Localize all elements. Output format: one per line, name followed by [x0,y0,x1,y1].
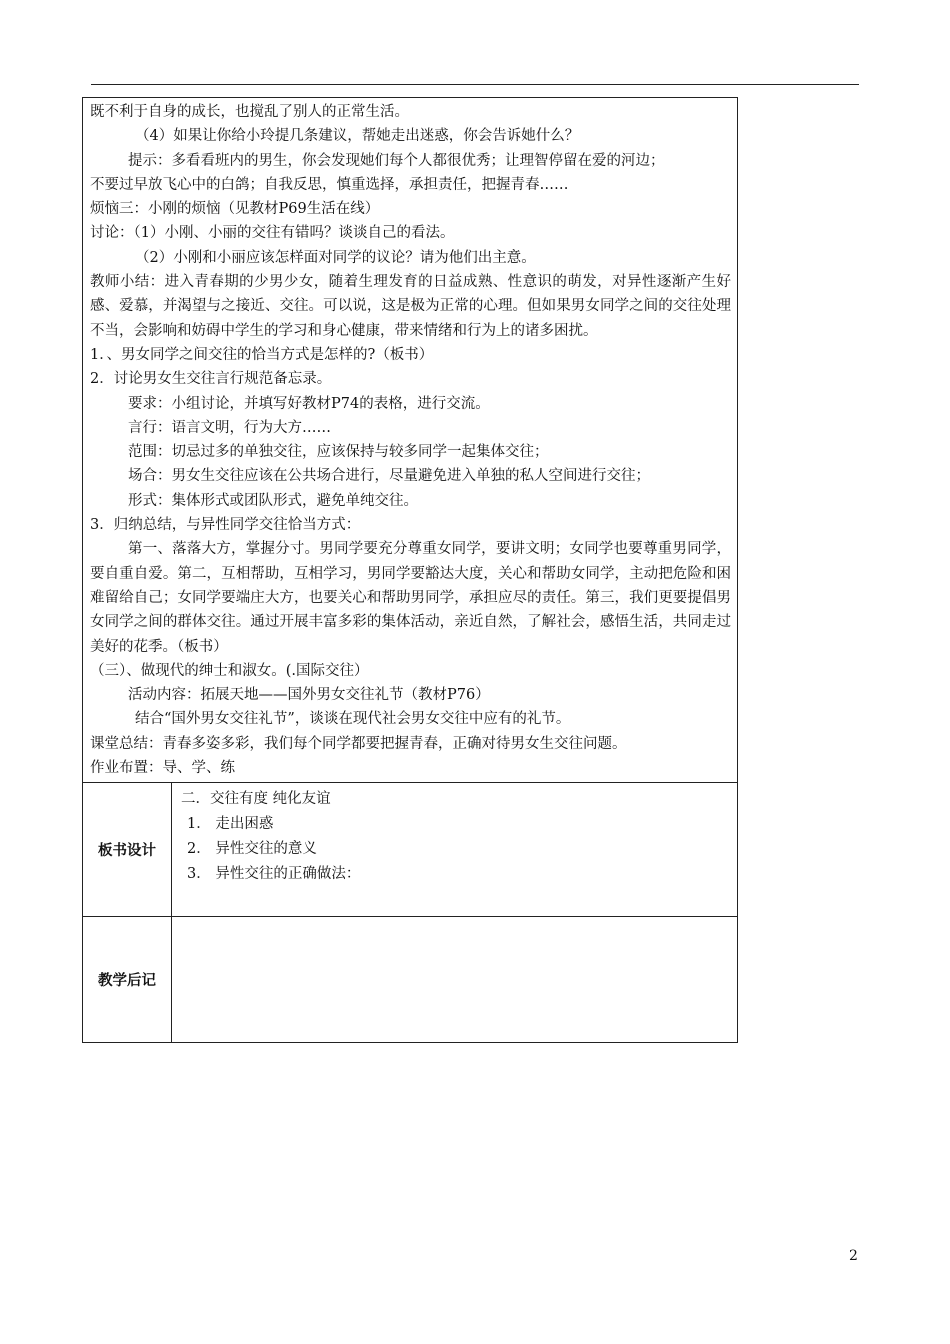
content-row [83,98,738,783]
text-line-14: 3．归纳总结，与异性同学交往恰当方式： [90,517,361,534]
text-line-11: 范围：切忌过多的单独交往，应该保持与较多同学一起集体交往； [128,444,549,461]
proper-ways-paragraph: 第一、落落大方，掌握分寸。男同学要充分尊重女同学，要讲文明；女同学也要尊重男同学，要自重自爱。第二，互相帮助，互相学习，男同学要豁达大度，关心和帮助女同学，主动把危险和困难留给自己；女同学要端庄大方，也要关心和帮助男同学，承担应尽的责任。第三，我们更要提倡男女同学之间的群体交往。通过开展丰富多彩的集体活动，亲近自然，了解社会，感悟生活，共同走过美好的花季。（板书） [90,541,732,655]
board-design-row [83,783,738,917]
board-item-3: 3． 异性交往的正确做法： [187,866,361,883]
closing-section [90,659,731,780]
page-number: 2 [849,1248,858,1264]
board-item-title: 二．交往有度 纯化友谊 [181,791,331,808]
discussion-section [90,100,731,270]
text-line-6: （2）小刚和小丽应该怎样面对同学的议论？请为他们出主意。 [135,249,536,266]
text-line-3: 不要过早放飞心中的白鸽；自我反思，慎重选择，承担责任，把握青春…… [90,176,569,193]
text-line-17: 结合“国外男女交往礼节”，谈谈在现代社会男女交往中应有的礼节。 [135,711,571,728]
text-line-7: 1．、男女同学之间交往的恰当方式是怎样的?（板书） [90,346,434,363]
header-rule [91,84,859,85]
teaching-notes-label: 教学后记 [83,917,172,1043]
text-line-19: 作业布置：导、学、练 [90,760,235,777]
text-line-1: （4）如果让你给小玲提几条建议，帮她走出迷惑，你会告诉她什么？ [135,128,580,145]
text-line-0: 既不利于自身的成长，也搅乱了别人的正常生活。 [90,104,409,120]
text-line-9: 要求：小组讨论，并填写好教材P74的表格，进行交流。 [128,395,490,412]
board-design-content [172,783,738,917]
teaching-notes-content [172,917,738,1043]
text-line-15: （三）、做现代的绅士和淑女。(.国际交往） [90,662,369,679]
text-line-13: 形式：集体形式或团队形式，避免单纯交往。 [128,492,418,509]
text-line-12: 场合：男女生交往应该在公共场合进行，尽量避免进入单独的私人空间进行交往； [128,468,650,485]
lesson-content-cell [83,98,738,783]
text-line-2: 提示：多看看班内的男生，你会发现她们每个人都很优秀；让理智停留在爱的河边； [128,152,665,169]
guidelines-section [90,343,731,537]
lesson-plan-table [82,97,738,1043]
board-item-1: 1． 走出困惑 [187,816,274,833]
board-item-2: 2． 异性交往的意义 [187,841,317,858]
text-line-16: 活动内容：拓展天地——国外男女交往礼节（教材P76） [128,687,490,704]
text-line-5: 讨论：（1）小刚、小丽的交往有错吗？谈谈自己的看法。 [90,225,455,242]
text-line-8: 2．讨论男女生交往言行规范备忘录。 [90,371,332,388]
text-line-18: 课堂总结：青春多姿多彩，我们每个同学都要把握青春，正确对待男女生交往问题。 [90,735,627,752]
text-line-10: 言行：语言文明，行为大方…… [128,419,331,436]
teaching-notes-row [83,917,738,1043]
teacher-summary-paragraph: 教师小结：进入青春期的少男少女，随着生理发育的日益成熟、性意识的萌发，对异性逐渐产生好感、爱慕，并渴望与之接近、交往。可以说，这是极为正常的心理。但如果男女同学之间的交往处理不当，会影响和妨碍中学生的学习和身心健康，带来情绪和行为上的诸多困扰。 [90,274,732,339]
text-line-4: 烦恼三：小刚的烦恼（见教材P69生活在线） [90,201,380,218]
board-design-label: 板书设计 [83,783,172,917]
